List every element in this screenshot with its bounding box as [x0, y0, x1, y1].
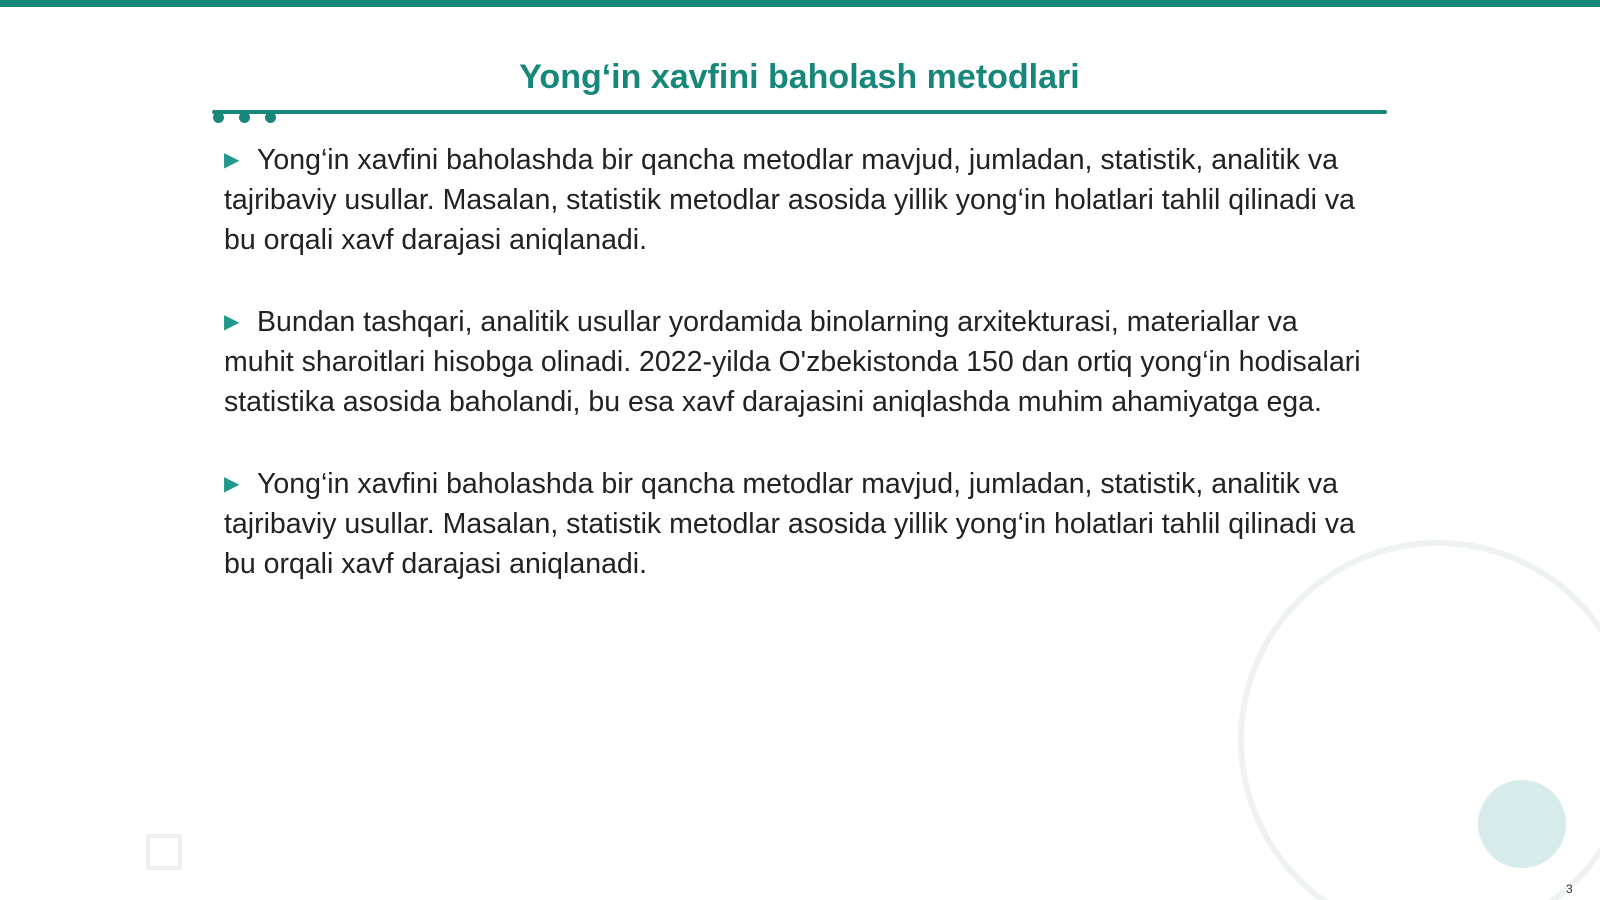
top-accent-bar: [0, 0, 1600, 7]
underline-dot-2: [239, 112, 250, 123]
title-underline: [212, 110, 1387, 114]
bullet-item-2: [224, 302, 1364, 422]
bullet-arrow-icon: ▶: [224, 149, 240, 171]
slide-title: Yong‘in xavfini baholash metodlari: [519, 58, 1080, 96]
page-number: 3: [1566, 882, 1573, 896]
decorative-square: [146, 834, 182, 870]
bullet-arrow-icon: ▶: [224, 311, 240, 333]
decorative-circle: [1478, 780, 1566, 868]
bullet-item-3: [224, 464, 1364, 584]
underline-dot-1: [213, 112, 224, 123]
bullet-text-2: Bundan tashqari, analitik usullar yordamida binolarning arxitekturasi, materiallar va muhit sharoitlari hisobga olinadi. 2022-yilda O'zbekistonda 150 dan ortiq yong‘in hodisalari statistika asosida baholandi, bu esa xavf darajasini aniqlashda muhim ahamiyatga ega.: [224, 306, 1361, 418]
bullet-item-1: [224, 140, 1364, 260]
bullet-text-1: Yong‘in xavfini baholashda bir qancha metodlar mavjud, jumladan, statistik, analitik va tajribaviy usullar. Masalan, statistik metodlar asosida yillik yong‘in holatlari tahlil qilinadi va bu orqali xavf darajasi aniqlanadi.: [224, 144, 1356, 256]
slide-body: [224, 140, 1364, 626]
underline-dot-3: [265, 112, 276, 123]
bullet-arrow-icon: ▶: [224, 473, 240, 495]
bullet-text-3: Yong‘in xavfini baholashda bir qancha metodlar mavjud, jumladan, statistik, analitik va tajribaviy usullar. Masalan, statistik metodlar asosida yillik yong‘in holatlari tahlil qilinadi va bu orqali xavf darajasi aniqlanadi.: [224, 468, 1356, 580]
